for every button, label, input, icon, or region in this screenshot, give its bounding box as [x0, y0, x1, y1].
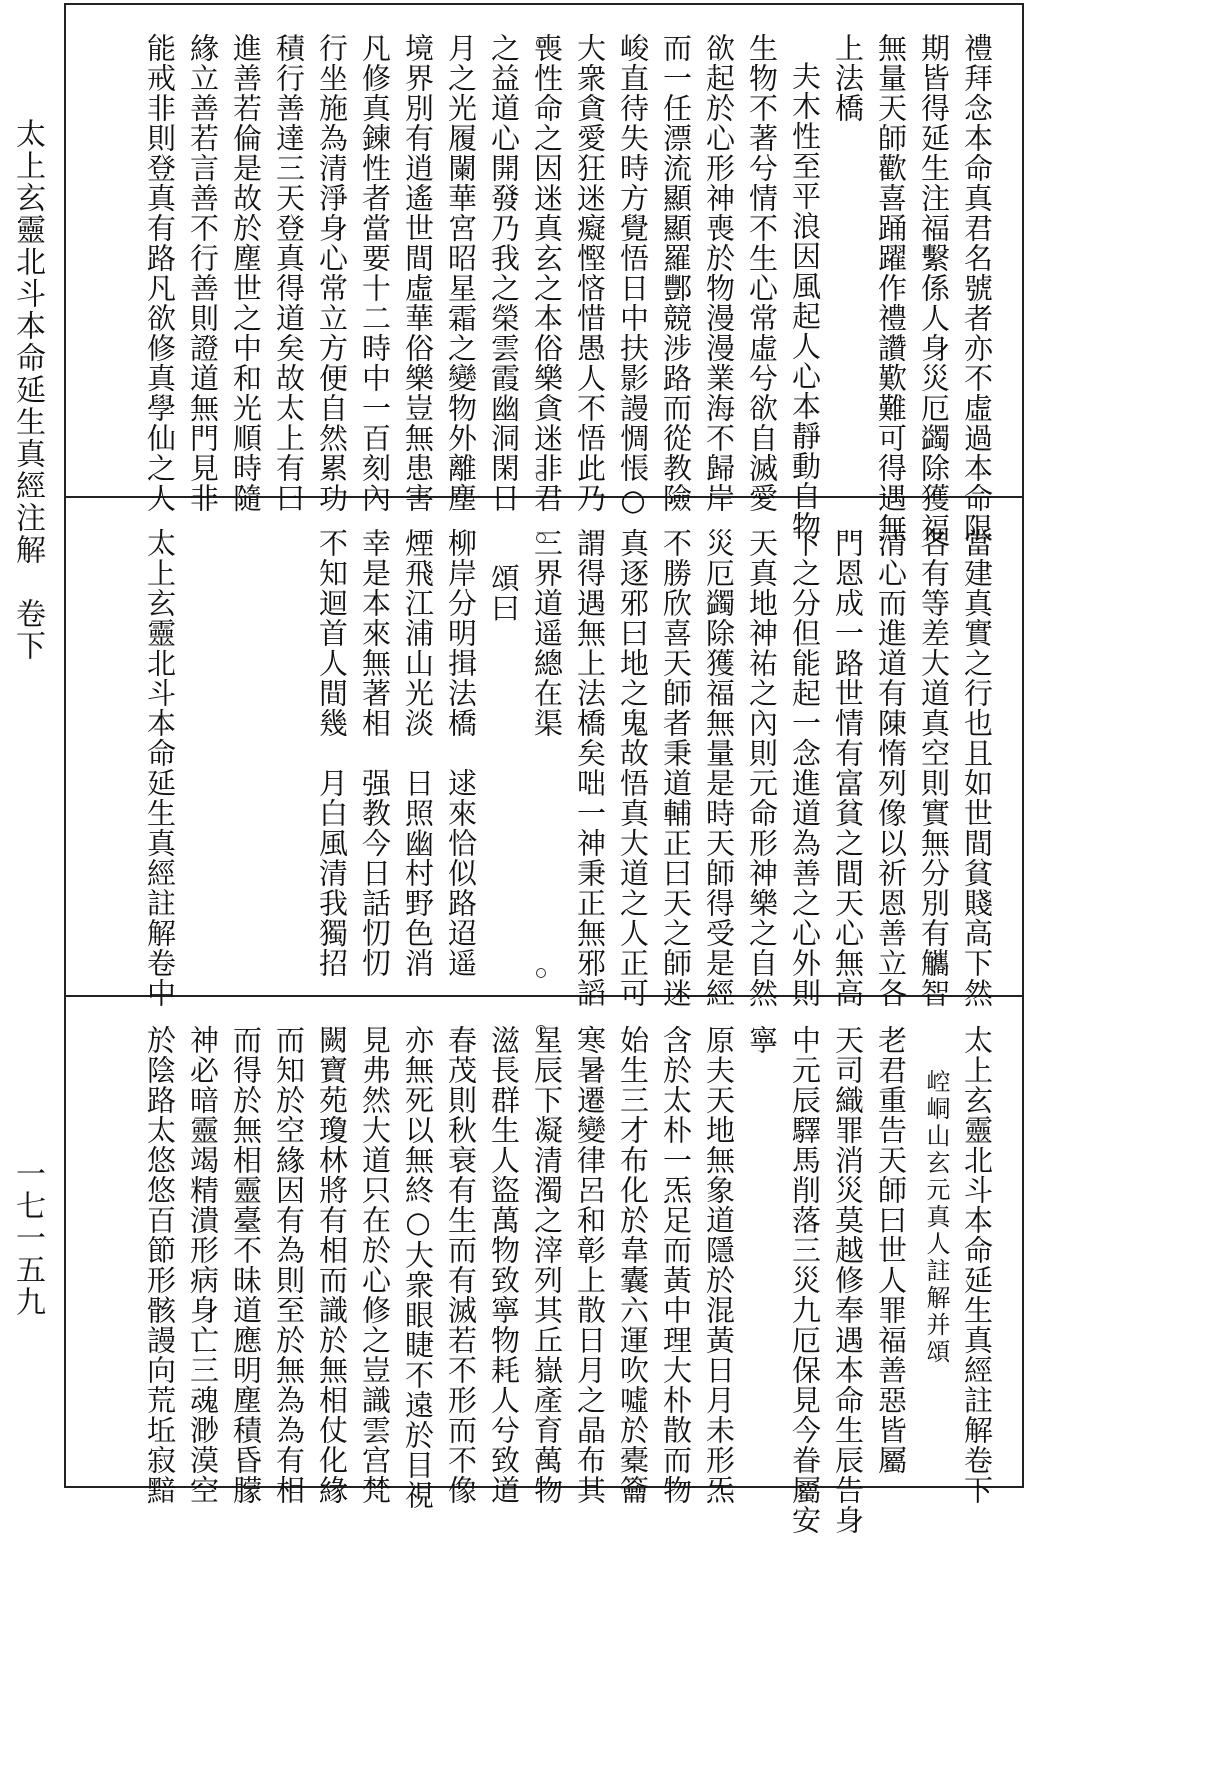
text-column: 夫木性至平浪因風起人心本靜動自物 [788, 61, 822, 541]
text-column: 清心而進道有陳惰列像以祈恩善立各 [874, 528, 908, 1008]
punctuation-circle [536, 533, 546, 543]
text-column: 春茂則秋衰有生而有滅若不形而不像 [444, 1025, 478, 1505]
text-column: 峻直待失時方覺悟日中扶影謾惆悵○ [616, 33, 650, 518]
text-column: 天司織罪消災莫越修奉遇本命生辰告身 [831, 1025, 865, 1535]
text-column: 進善若倫是故於塵世之中和光順時隨 [229, 33, 263, 513]
text-column: 寒暑遷變律呂和彰上散日月之晶布其 [573, 1025, 607, 1505]
text-column: 滋長群生人盜萬物致寧物耗人兮致道 [487, 1025, 521, 1505]
text-column: 原夫天地無象道隱於混黃日月未形炁 [702, 1025, 736, 1505]
punctuation-circle [536, 1455, 546, 1465]
woodblock-page [64, 3, 1024, 1535]
text-column: 而一任漂流顯顯羅酆競涉路而從教險 [659, 33, 693, 513]
text-column: 下之分但能起一念進道為善之心外則 [788, 528, 822, 1008]
text-column: 幸是本來無著相 强教今日話忉忉 [358, 528, 392, 978]
text-column: 之益道心開發乃我之榮雲霞幽洞閑日 [487, 33, 521, 513]
text-column: 不知迴首人間幾 月白風清我獨招 [315, 528, 349, 978]
text-column: 不勝欣喜天師者秉道輔正曰天之師迷 [659, 528, 693, 1008]
text-column: 寧 [745, 1025, 779, 1055]
text-column: 大衆貪愛狂迷癡慳悋惜愚人不悟此乃 [573, 33, 607, 513]
text-column: 當建真實之行也且如世間貧賤高下然 [960, 528, 994, 1008]
text-column: 見弗然大道只在於心修之豈識雲宫梵 [358, 1025, 392, 1505]
text-column: 生物不著兮情不生心常虛兮欲自滅愛 [745, 33, 779, 513]
text-column: 上法橋 [831, 33, 865, 123]
text-column: 期皆得延生注福繫係人身災厄蠲除獲福 [917, 33, 951, 543]
text-column: 緣立善若言善不行善則證道無門見非 [186, 33, 220, 513]
text-column: 欲起於心形神喪於物漫漫業海不歸岸 [702, 33, 736, 513]
text-column: 行坐施為清淨身心常立方便自然累功 [315, 33, 349, 513]
text-column: 災厄蠲除獲福無量是時天師得受是經 [702, 528, 736, 1008]
juan-end-title: 太上玄靈北斗本命延生真經註解卷中 [143, 528, 177, 1008]
text-column: 中元辰驛馬削落三災九厄保見今眷屬安 [788, 1025, 822, 1535]
text-column: 禮拜念本命真君名號者亦不虛過本命限 [960, 33, 994, 543]
text-column: 天真地神祐之內則元命形神樂之自然 [745, 528, 779, 1008]
panel-middle [66, 498, 1022, 1008]
text-column: 而知於空緣因有為則至於無為為有相 [272, 1025, 306, 1505]
text-column: 能戒非則登真有路凡欲修真學仙之人 [143, 33, 177, 513]
punctuation-circle [536, 38, 546, 48]
panel-top [66, 5, 1022, 543]
text-column: 喪性命之因迷真玄之本俗樂貪迷非君 [530, 33, 564, 513]
text-column: 無量天師歡喜踊躍作禮讚歎難可得遇無 [874, 33, 908, 543]
byline: 崆峒山玄元真人註解并頌 [922, 1069, 950, 1366]
text-column: 煙飛江浦山光淡 日照幽村野色消 [401, 528, 435, 978]
text-column: 真逐邪曰地之鬼故悟真大道之人正可 [616, 528, 650, 1008]
text-column: 月之光履闌華宮昭星霜之變物外離塵 [444, 33, 478, 513]
text-column: 謂得遇無上法橋矣咄一神秉正無邪謟 [573, 528, 607, 1008]
punctuation-circle [536, 1025, 546, 1035]
panel-bottom [66, 997, 1022, 1535]
punctuation-circle [536, 968, 546, 978]
text-column: 各有等差大道真空則實無分別有觿智 [917, 528, 951, 1008]
running-title: 太上玄靈北斗本命延生真經注解 卷下 [10, 118, 45, 662]
text-column: 門恩成一路世情有富貧之間天心無高 [831, 528, 865, 1008]
text-column: 三界道遥總在渠 [530, 528, 564, 738]
text-column: 始生三才布化於韋囊六運吹噓於橐籥 [616, 1025, 650, 1505]
text-column: 於陰路太悠悠百節形骸謾向荒坵寂黯 [143, 1025, 177, 1505]
text-column: 亦無死以無終○大衆眼睫不遠於目視 [401, 1025, 435, 1510]
text-column: 頌曰 [487, 563, 521, 623]
text-column: 含於太朴一炁足而黃中理大朴散而物 [659, 1025, 693, 1505]
text-column: 凡修真鍊性者當要十二時中一百刻內 [358, 33, 392, 513]
text-column: 積行善達三天登真得道矣故太上有曰 [272, 33, 306, 513]
text-column: 柳岸分明揖法橋 逑來恰似路迢遥 [444, 528, 478, 978]
text-column: 而得於無相靈臺不昧道應明塵積昏朦 [229, 1025, 263, 1505]
text-column: 闕寶苑瓊林將有相而識於無相仗化緣 [315, 1025, 349, 1505]
page-number: 一七一五九 [10, 1158, 45, 1318]
text-column: 星辰下凝清濁之滓列其丘嶽產育萬物 [530, 1025, 564, 1505]
text-column: 神必暗靈竭精潰形病身亡三魂渺漠空 [186, 1025, 220, 1505]
text-column: 老君重告天師曰世人罪福善惡皆屬 [874, 1025, 908, 1475]
juan-heading: 太上玄靈北斗本命延生真經註解卷下 [960, 1025, 994, 1505]
punctuation-circle [536, 471, 546, 481]
text-column: 境界別有逍遙世間虛華俗樂豈無患害 [401, 33, 435, 513]
